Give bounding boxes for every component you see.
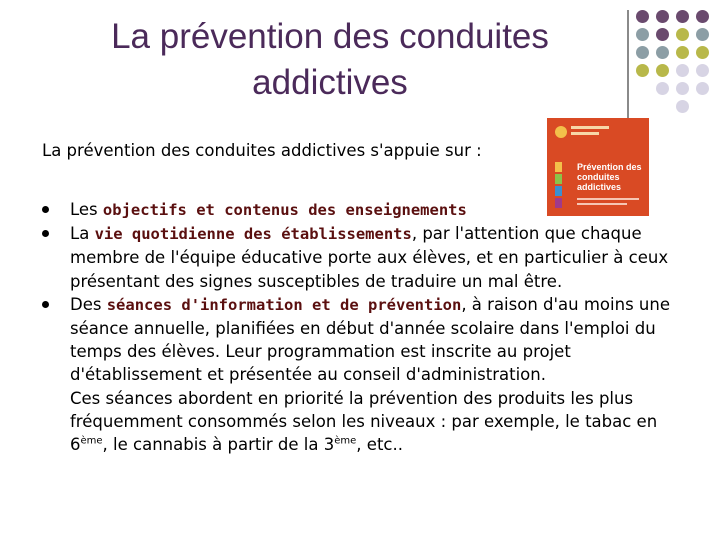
decor-dot-grid [636, 10, 709, 113]
decor-dot [656, 28, 669, 41]
decor-dot [676, 64, 689, 77]
decor-dot [656, 64, 669, 77]
superscript: ème [80, 435, 103, 447]
bullet-icon [42, 206, 49, 213]
decor-dot [676, 82, 689, 95]
bullet-icon [42, 230, 49, 237]
continuation-text: , etc.. [356, 435, 403, 455]
bullet-icon [42, 301, 49, 308]
book-side-stripe [555, 174, 562, 184]
continuation-text: Ces séances abordent en priorité la prévention des produits les plus fréquemment consommés selon les niveaux : par exemple, le tabac en 6 [70, 388, 658, 455]
continuation-text: , le cannabis à partir de la 3 [102, 435, 335, 455]
superscript: ème [334, 435, 357, 447]
bullet-highlight: objectifs et contenus des enseignements [102, 201, 467, 219]
bullet-list [42, 198, 694, 456]
decor-dot [636, 64, 649, 77]
decor-dot [636, 100, 649, 113]
bullet-highlight: vie quotidienne des établissements [94, 225, 412, 244]
decor-dot [676, 100, 689, 113]
bullet-text: Les [70, 200, 103, 219]
decor-dot [696, 82, 709, 95]
decor-dot [676, 46, 689, 59]
book-title: Prévention des conduites addictives [577, 162, 642, 192]
decor-dot [656, 10, 669, 23]
bullet-text: La [70, 224, 95, 244]
slide-title: La prévention des conduites addictives [111, 17, 549, 102]
book-tagline [571, 132, 599, 135]
decor-dot [656, 46, 669, 59]
decor-dot [696, 100, 709, 113]
book-tagline [571, 126, 609, 129]
bullet-highlight: séances d'information et de prévention [106, 295, 462, 314]
decor-dot [636, 10, 649, 23]
decor-dot [696, 64, 709, 77]
list-item [42, 198, 694, 222]
decor-dot [636, 46, 649, 59]
bullet-text: Des [70, 294, 107, 314]
book-side-stripe [555, 186, 562, 196]
decor-dot [696, 28, 709, 41]
decor-dot [676, 28, 689, 41]
book-side-stripe [555, 162, 562, 172]
decor-dot [696, 46, 709, 59]
decor-dot [676, 10, 689, 23]
decor-dot [696, 10, 709, 23]
list-item [42, 293, 694, 387]
list-continuation [42, 387, 694, 457]
bullet-text: , à raison d'au moins une séance annuelle, planifiées en début d'année scolaire dans l'emploi du temps des élèves. Leur programmation est inscrite au projet d'établissement et présentée au conseil d'administration. [70, 294, 670, 385]
bullet-text: , par l'attention que chaque membre de l'équipe éducative porte aux élèves, et en particulier à ceux présentant des signes susceptibles de traduire un mal être. [70, 224, 669, 291]
decor-dot [636, 82, 649, 95]
decor-dot [656, 82, 669, 95]
intro-text: La prévention des conduites addictives s'appuie sur : [42, 141, 482, 160]
decor-dot [656, 100, 669, 113]
logo-icon [555, 126, 567, 138]
decor-dot [636, 28, 649, 41]
list-item [42, 222, 694, 293]
decor-vertical-line [627, 10, 629, 122]
